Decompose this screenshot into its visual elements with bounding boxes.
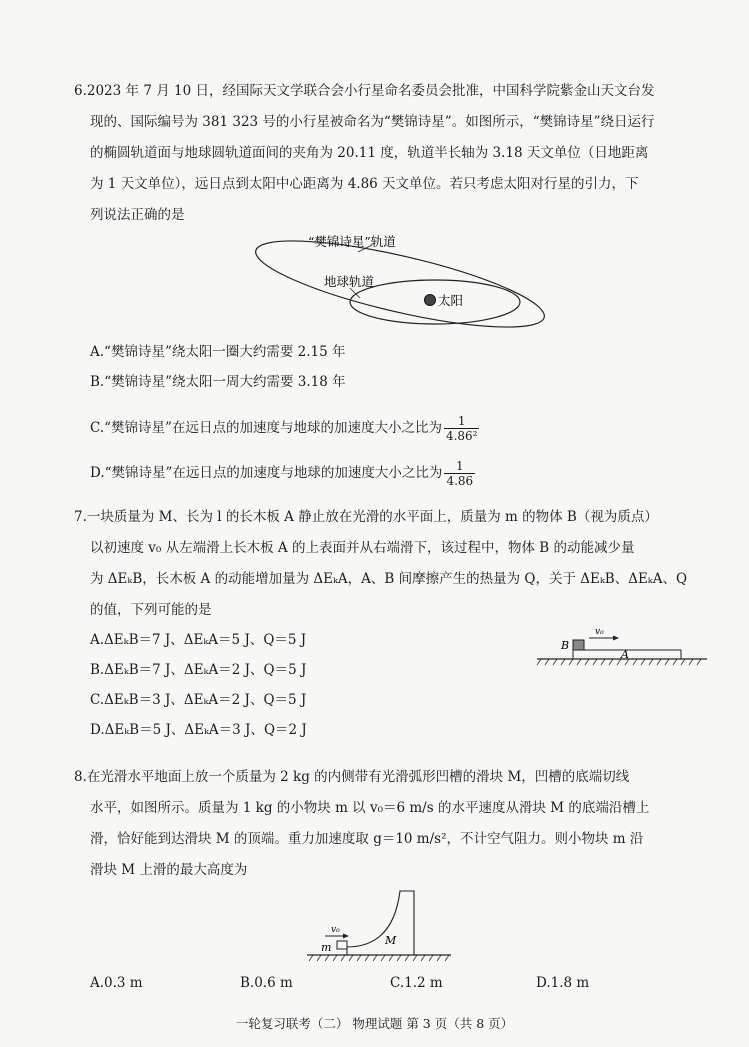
- q8-line-4: 滑块 M 上滑的最大高度为: [90, 862, 248, 878]
- q7-option-c: C.ΔEₖB＝3 J、ΔEₖA＝2 J、Q＝5 J: [90, 692, 307, 708]
- q8-option-c: C.1.2 m: [390, 975, 443, 991]
- block-b: [573, 640, 584, 650]
- q6-line-4: 为 1 天文单位），远日点到太阳中心距离为 4.86 天文单位。若只考虑太阳对行星的引力，下: [90, 176, 639, 192]
- q8-line-2: 水平，如图所示。质量为 1 kg 的小物块 m 以 v₀＝6 m/s 的水平速度从滑块 M 的底端沿槽上: [90, 800, 650, 816]
- q6-option-d: D.“樊锦诗星”在远日点的加速度与地球的加速度大小之比为 $\frac{1}{4.86}$: [90, 459, 474, 488]
- label-m: m: [321, 941, 332, 954]
- q6-option-a: A.“樊锦诗星”绕太阳一圈大约需要 2.15 年: [90, 344, 346, 360]
- q8-line-3: 滑，恰好能到达滑块 M 的顶端。重力加速度取 g＝10 m/s²，不计空气阻力。则小物块 m 沿: [90, 831, 644, 847]
- q7-option-a: A.ΔEₖB＝7 J、ΔEₖA＝5 J、Q＝5 J: [90, 632, 307, 648]
- asteroid-orbit: [250, 228, 551, 340]
- slider-diagram: [305, 885, 455, 967]
- sun-icon: [425, 295, 436, 306]
- label-big-m: M: [385, 934, 397, 947]
- orbit-diagram: [250, 228, 570, 340]
- sun-label: 太阳: [438, 293, 464, 308]
- q8-option-d: D.1.8 m: [536, 975, 590, 991]
- q8-line-1: 8.在光滑水平地面上放一个质量为 2 kg 的内侧带有光滑弧形凹槽的滑块 M，凹槽的底端切线: [74, 769, 630, 785]
- q6-option-c-fraction: $\frac{1}{\text{4.86²}}$: [445, 414, 478, 443]
- q8-option-b: B.0.6 m: [240, 975, 293, 991]
- slider-m-body: [347, 891, 414, 955]
- earth-orbit-label: 地球轨道: [324, 274, 375, 289]
- q6-line-3: 的椭圆轨道面与地球圆轨道面间的夹角为 20.11 度，轨道半长轴为 3.18 天文单位（日地距离: [90, 145, 649, 161]
- q7-line-1: 7.一块质量为 M、长为 l 的长木板 A 静止放在光滑的水平面上，质量为 m 的物体 B（视为质点）: [74, 509, 658, 525]
- q6-option-d-fraction: $\frac{1}{4.86}$: [446, 459, 474, 488]
- q6-line-2: 现的、国际编号为 381 323 号的小行星被命名为“樊锦诗星”。如图所示，“樊锦诗星”绕日运行: [90, 114, 655, 130]
- label-v0-q8: v₀: [331, 925, 340, 935]
- label-b: B: [561, 639, 570, 652]
- q7-option-b: B.ΔEₖB＝7 J、ΔEₖA＝2 J、Q＝5 J: [90, 662, 307, 678]
- block-m: [337, 941, 347, 949]
- q7-line-4: 的值，下列可能的是: [90, 602, 212, 618]
- q7-line-3: 为 ΔEₖB，长木板 A 的动能增加量为 ΔEₖA，A、B 间摩擦产生的热量为 Q，关于 ΔEₖB、ΔEₖA、Q: [90, 571, 688, 587]
- page-footer: 一轮复习联考（二） 物理试题 第 3 页（共 8 页）: [235, 1016, 514, 1031]
- q7-line-2: 以初速度 v₀ 从左端滑上长木板 A 的上表面并从右端滑下，该过程中，物体 B 的动能减少量: [90, 540, 635, 556]
- orbit-label: “樊锦诗星”轨道: [308, 234, 396, 249]
- q6-option-c: C.“樊锦诗星”在远日点的加速度与地球的加速度大小之比为 $\frac{1}{\text{4.86²}}$: [90, 414, 478, 443]
- label-v0: v₀: [595, 627, 604, 637]
- label-a: A: [621, 648, 629, 661]
- q7-option-d: D.ΔEₖB＝5 J、ΔEₖA＝3 J、Q＝2 J: [90, 722, 307, 738]
- q6-option-b: B.“樊锦诗星”绕太阳一周大约需要 3.18 年: [90, 374, 346, 390]
- board-diagram: [535, 620, 710, 668]
- q8-option-a: A.0.3 m: [90, 975, 143, 991]
- q6-line-1: 6.2023 年 7 月 10 日，经国际天文学联合会小行星命名委员会批准，中国科学院紫金山天文台发: [74, 83, 655, 99]
- q6-line-5: 列说法正确的是: [90, 207, 185, 223]
